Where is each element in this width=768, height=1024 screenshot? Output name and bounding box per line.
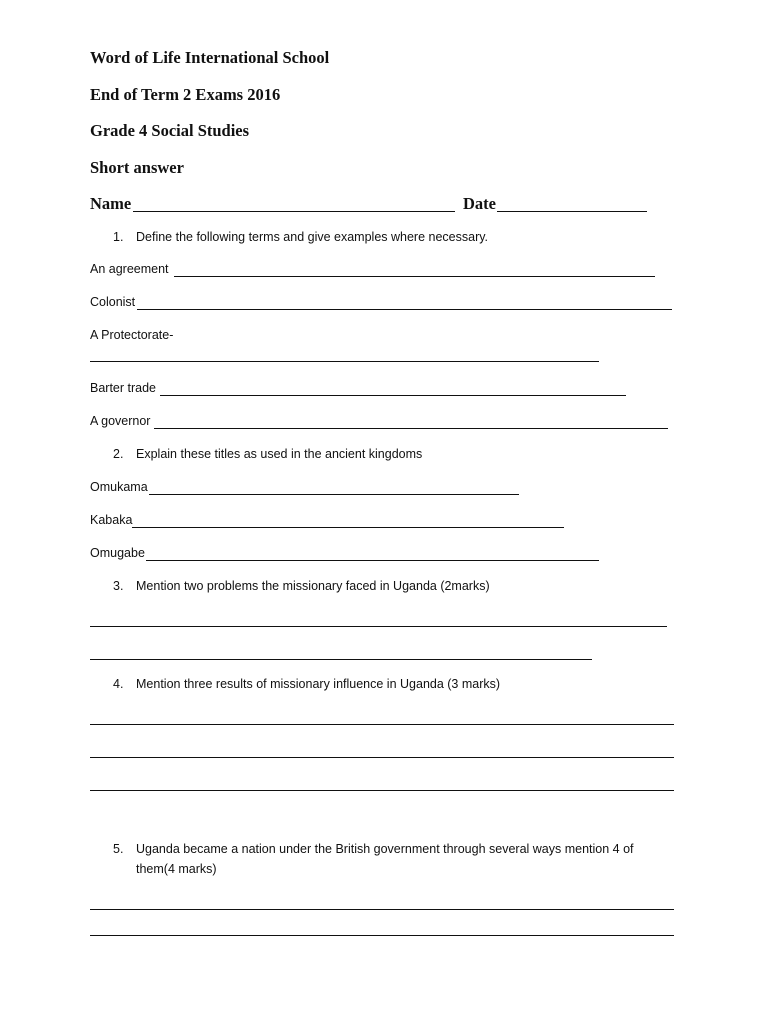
question-number: 5. — [113, 842, 124, 856]
term-label-governor: A governor — [90, 414, 151, 428]
answer-line[interactable] — [90, 757, 674, 758]
subject-title: Grade 4 Social Studies — [90, 121, 250, 140]
answer-line[interactable] — [90, 361, 599, 362]
term-label-colonist: Colonist — [90, 295, 136, 309]
answer-line[interactable] — [90, 724, 674, 725]
school-title: Word of Life International School — [90, 48, 330, 67]
term-label-barter-trade: Barter trade — [90, 381, 157, 395]
answer-line[interactable] — [90, 935, 674, 936]
answer-line[interactable] — [154, 428, 668, 429]
title-label-omukama: Omukama — [90, 480, 148, 494]
question-number: 4. — [113, 677, 124, 691]
exam-title: End of Term 2 Exams 2016 — [90, 85, 281, 104]
question-text: Explain these titles as used in the ancient kingdoms — [136, 447, 423, 461]
answer-line[interactable] — [132, 527, 564, 528]
title-label-kabaka: Kabaka — [90, 513, 133, 527]
term-label-protectorate: A Protectorate- — [90, 328, 174, 342]
title-label-omugabe: Omugabe — [90, 546, 145, 560]
answer-line[interactable] — [137, 309, 672, 310]
answer-line[interactable] — [174, 276, 655, 277]
answer-line[interactable] — [90, 790, 674, 791]
name-label: Name — [90, 194, 132, 213]
question-number: 1. — [113, 230, 124, 244]
question-number: 3. — [113, 579, 124, 593]
question-text: Define the following terms and give examples where necessary. — [136, 230, 489, 244]
answer-line[interactable] — [90, 626, 667, 627]
date-answer-line[interactable] — [497, 211, 647, 212]
answer-line[interactable] — [146, 560, 599, 561]
question-number: 2. — [113, 447, 124, 461]
answer-line[interactable] — [90, 659, 592, 660]
term-label-agreement: An agreement — [90, 262, 169, 276]
name-answer-line[interactable] — [133, 211, 455, 212]
date-label: Date — [463, 194, 496, 213]
question-text-line-2: them(4 marks) — [136, 862, 217, 876]
answer-line[interactable] — [90, 909, 674, 910]
question-text-line-1: Uganda became a nation under the British government through several ways mention 4 of — [136, 842, 634, 856]
answer-line[interactable] — [160, 395, 626, 396]
section-title: Short answer — [90, 158, 184, 177]
answer-line[interactable] — [149, 494, 519, 495]
question-text: Mention two problems the missionary faced in Uganda (2marks) — [136, 579, 490, 593]
question-text: Mention three results of missionary influence in Uganda (3 marks) — [136, 677, 501, 691]
